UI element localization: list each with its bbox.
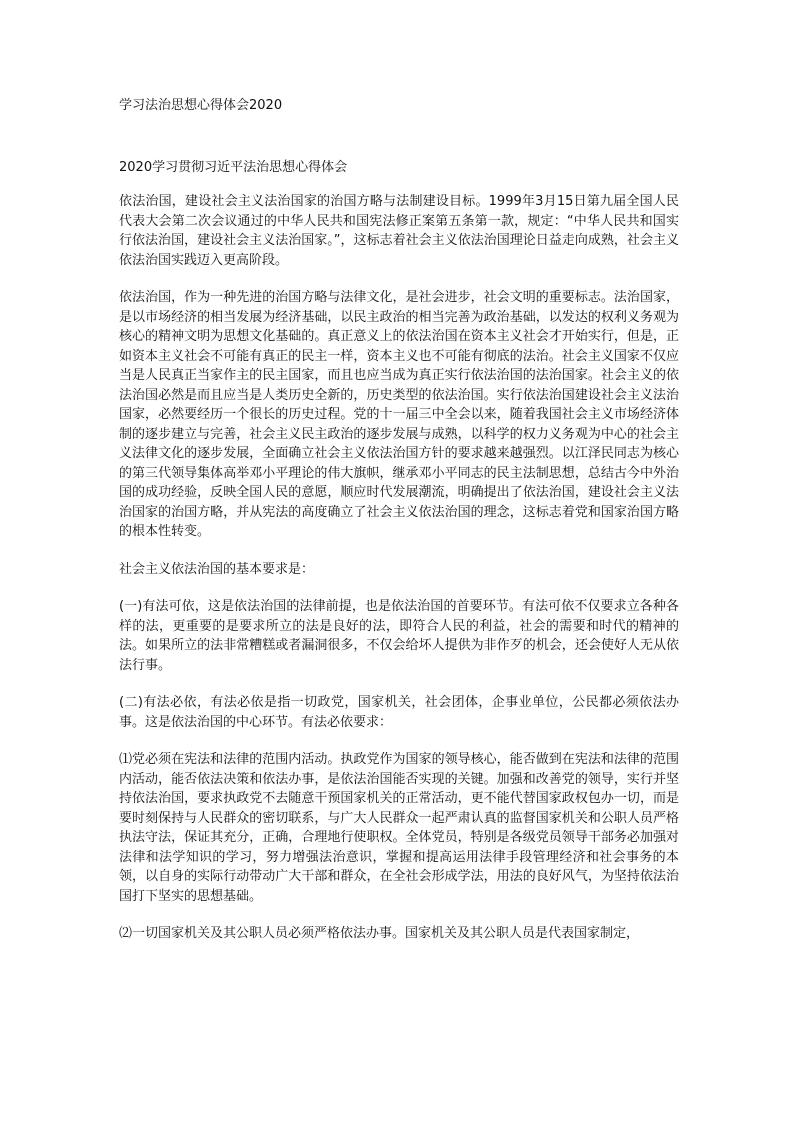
paragraph-intro: 依法治国，建设社会主义法治国家的治国方略与法制建设目标。1999年3月15日第九届全国人民代表大会第二次会议通过的中华人民共和国宪法修正案第五条第一款，规定：“中华人民共和国实行依法治国，建设社会主义法治国家。”，这标志着社会主义依法治国理论日益走向成熟，社会主义依法治国实践迈入更高阶段。 xyxy=(119,194,679,268)
document-subtitle: 2020学习贯彻习近平法治思想心得体会 xyxy=(119,159,348,175)
document-title: 学习法治思想心得体会2020 xyxy=(119,98,283,113)
paragraph-party-within-law: ⑴党必须在宪法和法律的范围内活动。执政党作为国家的领导核心，能否做到在宪法和法律的范围内活动，能否依法决策和依法办事，是依法治国能否实现的关键。加强和改善党的领导，实行并坚持依法治国，要求执政党不去随意干预国家机关的正常活动，更不能代替国家政权包办一切，而是要时刻保持与人民群众的密切联系，与广大人民群众一起严肃认真的监督国家机关和公职人员严格执法守法，保证其充分，正确，合理地行使职权。全体党员，特别是各级党员领导干部务必加强对法律和法学知识的学习，努力增强法治意识，掌握和提高运用法律手段管理经济和社会事务的本领，以自身的实际行动带动广大干部和群众，在全社会形成学法，用法的良好风气，为坚持依法治国打下坚实的思想基础。 xyxy=(119,752,679,904)
paragraph-state-organs: ⑵一切国家机关及其公职人员必须严格依法办事。国家机关及其公职人员是代表国家制定， xyxy=(119,926,640,941)
paragraph-requirement-one: (一)有法可依，这是依法治国的法律前提，也是依法治国的首要环节。有法可依不仅要求立各种各样的法，更重要的是要求所立的法是良好的法，即符合人民的利益，社会的需要和时代的精神的法。如果所立的法非常糟糕或者漏洞很多，不仅会给坏人提供为非作歹的机会，还会使好人无从依法行事。 xyxy=(119,599,679,673)
paragraph-rule-of-law-culture: 依法治国，作为一种先进的治国方略与法律文化，是社会进步，社会文明的重要标志。法治国家，是以市场经济的相当发展为经济基础，以民主政治的相当完善为政治基础，以发达的权利义务观为核心的精神文明为思想文化基础的。真正意义上的依法治国在资本主义社会才开始实行，但是，正如资本主义社会不可能有真正的民主一样，资本主义也不可能有彻底的法治。社会主义国家不仅应当是人民真正当家作主的民主国家，而且也应当成为真正实行依法治国的法治国家。社会主义的依法治国必然是而且应当是人类历史全新的，历史类型的依法治国。实行依法治国建设社会主义法治国家，必然要经历一个很长的历史过程。党的十一届三中全会以来，随着我国社会主义市场经济体制的逐步建立与完善，社会主义民主政治的逐步发展与成熟，以科学的权力义务观为中心的社会主义法律文化的逐步发展，全面确立社会主义依法治国方针的要求越来越强烈。以江泽民同志为核心的第三代领导集体高举邓小平理论的伟大旗帜，继承邓小平同志的民主法制思想，总结古今中外治国的成功经验，反映全国人民的意愿，顺应时代发展潮流，明确提出了依法治国，建设社会主义法治国家的治国方略，并从宪法的高度确立了社会主义依法治国的理念，这标志着党和国家治国方略的根本性转变。 xyxy=(119,290,679,539)
paragraph-basic-requirements-heading: 社会主义依法治国的基本要求是： xyxy=(119,561,315,577)
document-body xyxy=(119,96,679,944)
paragraph-requirement-two: (二)有法必依，有法必依是指一切政党，国家机关，社会团体，企事业单位，公民都必须依法办事。这是依法治国的中心环节。有法必依要求： xyxy=(119,695,679,730)
